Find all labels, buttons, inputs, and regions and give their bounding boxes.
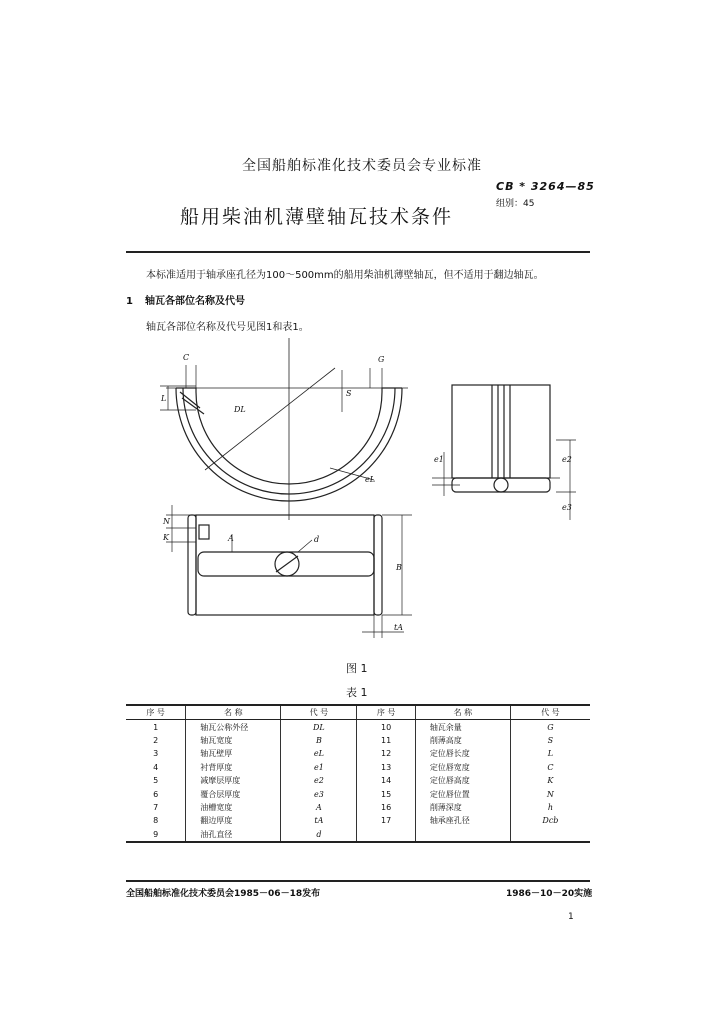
table-cell: e3 [281,787,357,800]
header-cell: 序 号 [126,705,186,720]
table-cell: 4 [153,762,159,772]
label-B: B [396,563,402,572]
table-cell: tA [281,814,357,827]
table-cell: 11 [357,734,415,747]
section-title: 轴瓦各部位名称及代号 [144,296,245,307]
page-number: 1 [568,912,574,922]
table-cell: 8 [153,816,159,826]
table-cell: 15 [357,787,415,800]
label-e3: e3 [562,503,572,512]
issuing-committee: 全国船舶标准化技术委员会专业标准 [242,158,482,174]
label-C: C [183,353,190,362]
issue-date: 全国船舶标准化技术委员会1985－06－18发布 [126,889,321,899]
label-eL: eL [365,475,376,484]
table-cell: 3 [153,749,159,759]
table-cell: 衬背厚度 [186,761,281,774]
table-row [126,814,590,827]
table-row [126,787,590,800]
table-cell: e2 [281,774,357,787]
table-cell: A [281,801,357,814]
table-cell: eL [281,747,357,760]
table-cell: 油槽宽度 [186,801,281,814]
table-cell: 12 [357,747,415,760]
table-cell: h [510,801,590,814]
header-cell: 名 称 [186,705,281,720]
table-cell: 轴承座孔径 [415,814,510,827]
table-cell: 13 [357,761,415,774]
table-cell: S [510,734,590,747]
table-cell: e1 [281,761,357,774]
table-cell: 轴瓦公称外径 [186,720,281,734]
label-e2: e2 [562,455,572,464]
label-N: N [163,517,170,526]
section-number: 1 [126,296,133,307]
header-rule [126,251,590,253]
header-cell: 序 号 [357,705,415,720]
table-1 [126,704,590,843]
table-cell: Dcb [510,814,590,827]
table-row [126,761,590,774]
label-d: d [314,535,320,544]
header-cell: 代 号 [510,705,590,720]
table-cell: 10 [357,720,415,734]
table-cell: 14 [357,774,415,787]
table-cell: 轴瓦余量 [415,720,510,734]
table-cell: 6 [153,789,159,799]
label-DL: DL [234,405,246,414]
table-cell: 17 [357,814,415,827]
header-cell: 代 号 [281,705,357,720]
bearing-shell-figure [0,330,724,660]
figure-caption: 图 1 [346,662,368,675]
table-cell: 16 [357,801,415,814]
table-header-row [126,705,590,720]
table-cell: K [510,774,590,787]
group-label: 组别：45 [496,199,535,209]
table-row [126,774,590,787]
table-cell: 1 [153,722,159,732]
table-cell: 5 [153,776,159,786]
label-K: K [163,533,169,542]
label-e1: e1 [434,455,444,464]
table-row [126,801,590,814]
table-cell [357,828,415,842]
table-caption: 表 1 [346,686,368,699]
label-A: A [228,534,234,543]
label-tA: tA [394,623,403,632]
label-G: G [378,355,385,364]
table-cell: B [281,734,357,747]
header-cell: 名 称 [415,705,510,720]
section-1-heading [126,292,257,307]
table-cell: 定位唇宽度 [415,761,510,774]
table-cell: N [510,787,590,800]
table-cell: 翻边厚度 [186,814,281,827]
standard-number: CB * 3264—85 [496,180,595,193]
table-cell [510,828,590,842]
table-cell: 覆合层厚度 [186,787,281,800]
table-cell: G [510,720,590,734]
document-title: 船用柴油机薄壁轴瓦技术条件 [180,206,454,228]
table-cell [415,828,510,842]
table-cell: 9 [126,828,186,842]
label-S: S [346,389,352,398]
effective-date: 1986－10－20实施 [506,889,593,899]
section-1-text: 轴瓦各部位名称及代号见图1和表1。 [146,322,309,333]
table-cell: 削薄高度 [415,734,510,747]
table-cell: 定位唇高度 [415,774,510,787]
table-cell: 削薄深度 [415,801,510,814]
footer-rule [126,880,590,882]
table-cell: 轴瓦壁厚 [186,747,281,760]
table-cell: 7 [153,802,159,812]
table-cell: 轴瓦宽度 [186,734,281,747]
scope-paragraph: 本标准适用于轴承座孔径为100～500mm的船用柴油机薄壁轴瓦，但不适用于翻边轴瓦。 [146,270,544,281]
table-row [126,734,590,747]
table-row [126,828,590,842]
table-cell: 油孔直径 [186,828,281,842]
table-row [126,720,590,734]
table-row [126,747,590,760]
table-cell: C [510,761,590,774]
table-cell: 2 [153,735,159,745]
table-cell: 定位唇长度 [415,747,510,760]
table-cell: DL [281,720,357,734]
table-cell: d [281,828,357,842]
label-L: L [161,394,167,403]
table-cell: 定位唇位置 [415,787,510,800]
table-cell: 减摩层厚度 [186,774,281,787]
table-cell: L [510,747,590,760]
